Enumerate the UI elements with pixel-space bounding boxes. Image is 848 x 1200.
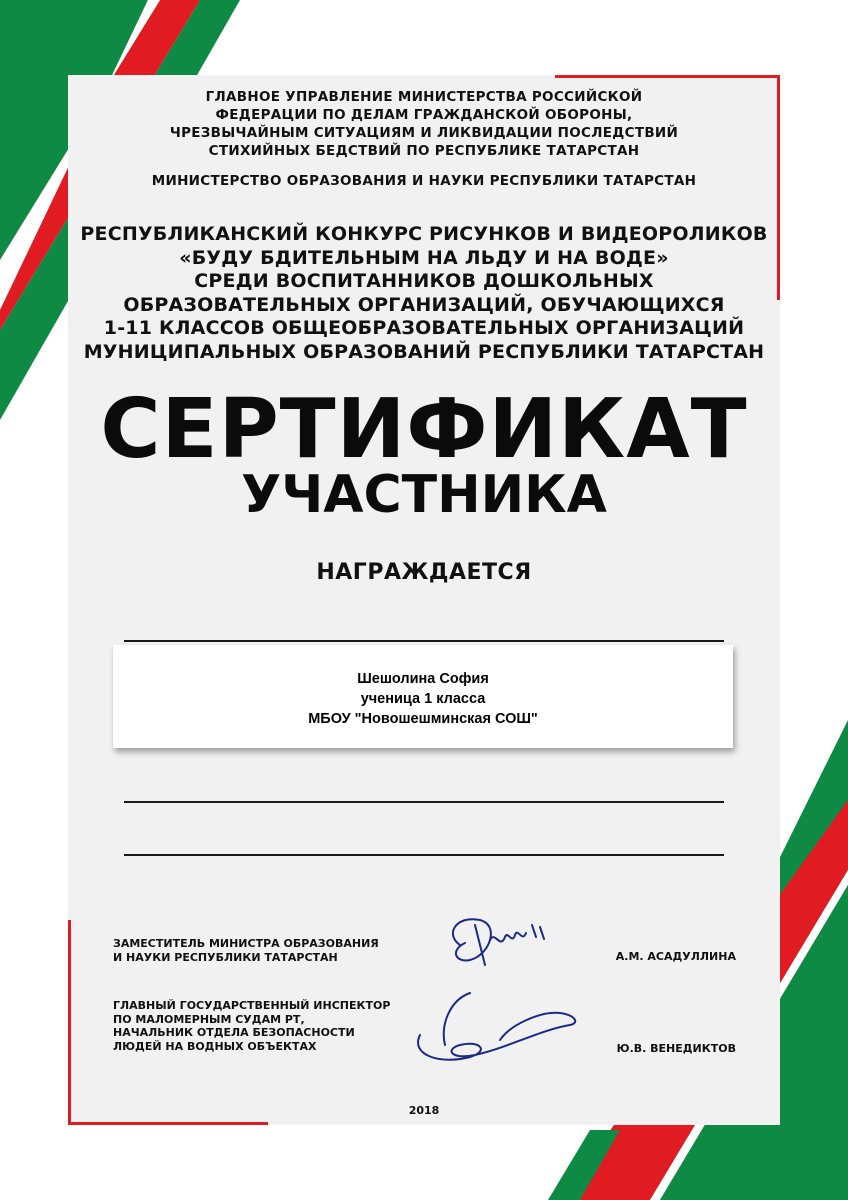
certificate-title: СЕРТИФИКАТ <box>100 382 748 477</box>
organization-line: СТИХИЙНЫХ БЕДСТВИЙ ПО РЕСПУБЛИКЕ ТАТАРСТАН <box>208 143 640 159</box>
signatory-title-line: ГЛАВНЫЙ ГОСУДАРСТВЕННЫЙ ИНСПЕКТОР <box>113 999 391 1012</box>
organization-line: ГЛАВНОЕ УПРАВЛЕНИЕ МИНИСТЕРСТВА РОССИЙСКОЙ <box>205 89 643 105</box>
contest-line: ОБРАЗОВАТЕЛЬНЫХ ОРГАНИЗАЦИЙ, ОБУЧАЮЩИХСЯ <box>123 293 725 316</box>
recipient-school: МБОУ "Новошешминская СОШ" <box>308 711 538 727</box>
frame-left-red-line <box>68 920 71 1125</box>
signatory-1-title <box>113 937 379 964</box>
signatory-1-name: А.М. АСАДУЛЛИНА <box>615 950 736 963</box>
signature-1-icon <box>440 905 560 975</box>
blank-line-2 <box>124 854 724 856</box>
contest-line: 1-11 КЛАССОВ ОБЩЕОБРАЗОВАТЕЛЬНЫХ ОРГАНИЗАЦИЙ <box>103 317 745 339</box>
blank-line-1 <box>124 801 724 803</box>
organization-line: ФЕДЕРАЦИИ ПО ДЕЛАМ ГРАЖДАНСКОЙ ОБОРОНЫ, <box>215 107 633 123</box>
recipient-box <box>113 645 733 748</box>
recipient-name: Шешолина София <box>357 671 489 687</box>
certificate-year: 2018 <box>408 1104 440 1117</box>
contest-title <box>68 223 780 364</box>
signature-2-icon <box>400 985 585 1070</box>
signatory-2-name: Ю.В. ВЕНЕДИКТОВ <box>616 1042 736 1055</box>
recipient-grade: ученица 1 класса <box>360 691 486 707</box>
contest-line: «БУДУ БДИТЕЛЬНЫМ НА ЛЬДУ И НА ВОДЕ» <box>179 246 669 269</box>
signatory-2-title <box>113 999 390 1053</box>
awarded-label: НАГРАЖДАЕТСЯ <box>316 560 532 585</box>
signatory-title-line: НАЧАЛЬНИК ОТДЕЛА БЕЗОПАСНОСТИ <box>113 1026 355 1039</box>
frame-bottom-red-line <box>68 1122 268 1125</box>
signatory-title-line: ПО МАЛОМЕРНЫМ СУДАМ РТ, <box>113 1012 305 1026</box>
contest-line: РЕСПУБЛИКАНСКИЙ КОНКУРС РИСУНКОВ И ВИДЕОРОЛИКОВ <box>80 223 768 245</box>
organization-line: ЧРЕЗВЫЧАЙНЫМ СИТУАЦИЯМ И ЛИКВИДАЦИИ ПОСЛЕДСТВИЙ <box>169 125 679 141</box>
contest-line: МУНИЦИПАЛЬНЫХ ОБРАЗОВАНИЙ РЕСПУБЛИКИ ТАТАРСТАН <box>83 340 765 363</box>
signatory-title-line: ЛЮДЕЙ НА ВОДНЫХ ОБЪЕКТАХ <box>113 1039 317 1053</box>
recipient-top-rule <box>124 640 724 642</box>
signatory-title-line: ЗАМЕСТИТЕЛЬ МИНИСТРА ОБРАЗОВАНИЯ <box>113 937 379 950</box>
contest-line: СРЕДИ ВОСПИТАННИКОВ ДОШКОЛЬНЫХ <box>194 270 654 292</box>
certificate-subtitle: УЧАСТНИКА <box>241 465 607 525</box>
organization-header <box>68 88 780 160</box>
ministry-header: МИНИСТЕРСТВО ОБРАЗОВАНИЯ И НАУКИ РЕСПУБЛИКИ ТАТАРСТАН <box>151 173 697 189</box>
signatory-title-line: И НАУКИ РЕСПУБЛИКИ ТАТАРСТАН <box>113 950 338 964</box>
frame-top-red-line <box>555 75 780 78</box>
